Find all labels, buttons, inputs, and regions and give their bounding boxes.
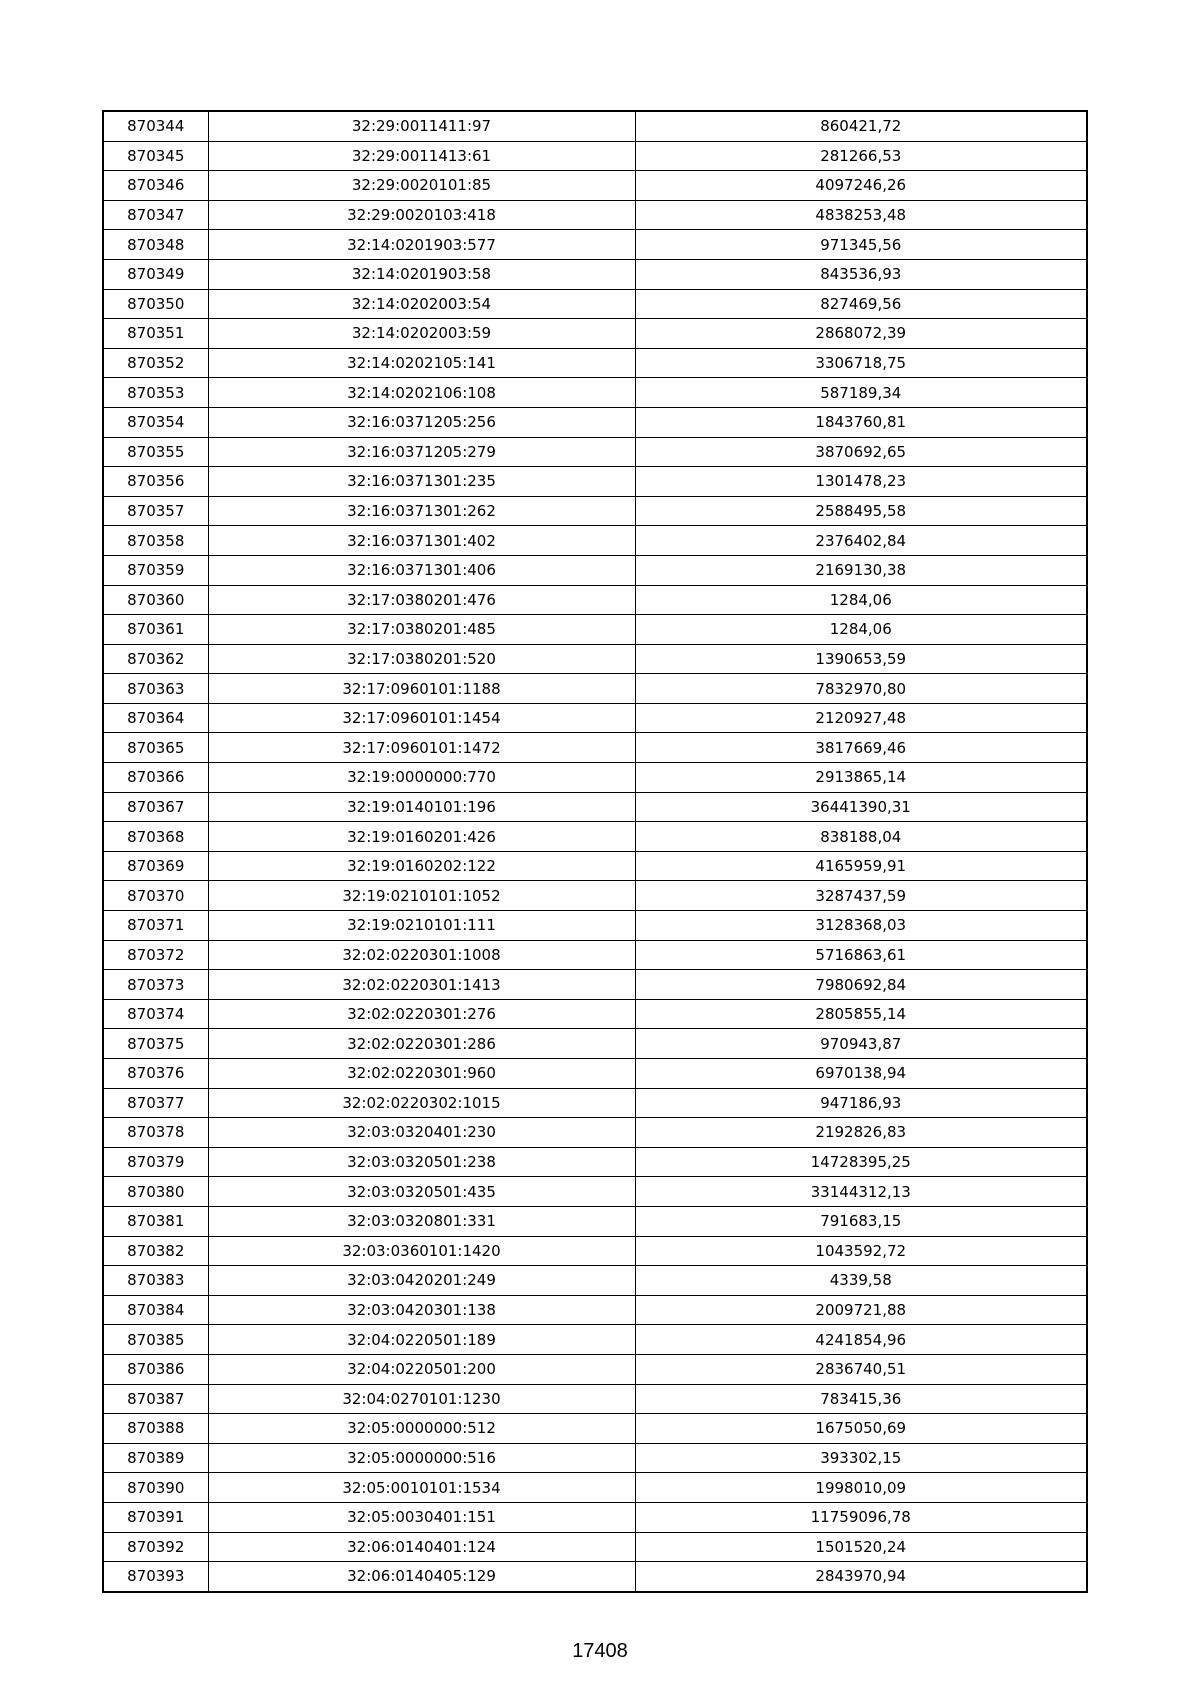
table-row	[103, 703, 1087, 733]
row-number-cell: 870392	[103, 1532, 208, 1562]
value-cell: 791683,15	[635, 1206, 1087, 1236]
table-row	[103, 319, 1087, 349]
row-number-cell: 870363	[103, 674, 208, 704]
row-number-cell: 870387	[103, 1384, 208, 1414]
row-number-cell: 870383	[103, 1266, 208, 1296]
value-cell: 3817669,46	[635, 733, 1087, 763]
table-row	[103, 526, 1087, 556]
value-cell: 2376402,84	[635, 526, 1087, 556]
row-number-cell: 870384	[103, 1295, 208, 1325]
value-cell: 838188,04	[635, 822, 1087, 852]
value-cell: 3306718,75	[635, 348, 1087, 378]
row-number-cell: 870360	[103, 585, 208, 615]
cadastral-number-cell: 32:16:0371301:402	[208, 526, 635, 556]
cadastral-number-cell: 32:05:0010101:1534	[208, 1473, 635, 1503]
cadastral-number-cell: 32:04:0220501:200	[208, 1354, 635, 1384]
row-number-cell: 870376	[103, 1059, 208, 1089]
table-row	[103, 851, 1087, 881]
row-number-cell: 870349	[103, 259, 208, 289]
table-row	[103, 467, 1087, 497]
table-row	[103, 1502, 1087, 1532]
table-row	[103, 378, 1087, 408]
cadastral-number-cell: 32:16:0371301:235	[208, 467, 635, 497]
value-cell: 6970138,94	[635, 1059, 1087, 1089]
value-cell: 1843760,81	[635, 407, 1087, 437]
value-cell: 1675050,69	[635, 1414, 1087, 1444]
table-row	[103, 792, 1087, 822]
cadastral-number-cell: 32:19:0210101:1052	[208, 881, 635, 911]
value-cell: 2913865,14	[635, 763, 1087, 793]
cadastral-number-cell: 32:14:0202003:59	[208, 319, 635, 349]
table-row	[103, 1059, 1087, 1089]
row-number-cell: 870373	[103, 970, 208, 1000]
table-row	[103, 1206, 1087, 1236]
value-cell: 4241854,96	[635, 1325, 1087, 1355]
value-cell: 827469,56	[635, 289, 1087, 319]
value-cell: 2836740,51	[635, 1354, 1087, 1384]
value-cell: 2868072,39	[635, 319, 1087, 349]
table-row	[103, 496, 1087, 526]
table-row	[103, 230, 1087, 260]
row-number-cell: 870380	[103, 1177, 208, 1207]
row-number-cell: 870358	[103, 526, 208, 556]
table-row	[103, 141, 1087, 171]
table-row	[103, 615, 1087, 645]
row-number-cell: 870386	[103, 1354, 208, 1384]
row-number-cell: 870372	[103, 940, 208, 970]
row-number-cell: 870390	[103, 1473, 208, 1503]
cadastral-number-cell: 32:03:0420301:138	[208, 1295, 635, 1325]
value-cell: 2169130,38	[635, 555, 1087, 585]
row-number-cell: 870385	[103, 1325, 208, 1355]
cadastral-number-cell: 32:17:0380201:476	[208, 585, 635, 615]
row-number-cell: 870370	[103, 881, 208, 911]
row-number-cell: 870359	[103, 555, 208, 585]
value-cell: 281266,53	[635, 141, 1087, 171]
value-cell: 3287437,59	[635, 881, 1087, 911]
table-row	[103, 585, 1087, 615]
value-cell: 4097246,26	[635, 171, 1087, 201]
table-row	[103, 881, 1087, 911]
value-cell: 33144312,13	[635, 1177, 1087, 1207]
row-number-cell: 870366	[103, 763, 208, 793]
value-cell: 1284,06	[635, 585, 1087, 615]
cadastral-number-cell: 32:17:0380201:520	[208, 644, 635, 674]
value-cell: 1998010,09	[635, 1473, 1087, 1503]
row-number-cell: 870371	[103, 911, 208, 941]
table-row	[103, 407, 1087, 437]
table-row	[103, 1147, 1087, 1177]
value-cell: 2588495,58	[635, 496, 1087, 526]
cadastral-number-cell: 32:16:0371205:256	[208, 407, 635, 437]
value-cell: 1390653,59	[635, 644, 1087, 674]
row-number-cell: 870389	[103, 1443, 208, 1473]
cadastral-number-cell: 32:14:0202105:141	[208, 348, 635, 378]
cadastral-number-cell: 32:17:0960101:1188	[208, 674, 635, 704]
row-number-cell: 870355	[103, 437, 208, 467]
row-number-cell: 870361	[103, 615, 208, 645]
table-row	[103, 171, 1087, 201]
table-row	[103, 348, 1087, 378]
row-number-cell: 870379	[103, 1147, 208, 1177]
value-cell: 7980692,84	[635, 970, 1087, 1000]
row-number-cell: 870352	[103, 348, 208, 378]
row-number-cell: 870388	[103, 1414, 208, 1444]
row-number-cell: 870365	[103, 733, 208, 763]
value-cell: 783415,36	[635, 1384, 1087, 1414]
row-number-cell: 870351	[103, 319, 208, 349]
table-row	[103, 289, 1087, 319]
cadastral-number-cell: 32:02:0220301:960	[208, 1059, 635, 1089]
row-number-cell: 870381	[103, 1206, 208, 1236]
row-number-cell: 870362	[103, 644, 208, 674]
row-number-cell: 870374	[103, 999, 208, 1029]
cadastral-number-cell: 32:03:0320401:230	[208, 1118, 635, 1148]
table-row	[103, 1029, 1087, 1059]
row-number-cell: 870391	[103, 1502, 208, 1532]
value-cell: 2009721,88	[635, 1295, 1087, 1325]
cadastral-number-cell: 32:05:0000000:512	[208, 1414, 635, 1444]
cadastral-number-cell: 32:14:0201903:58	[208, 259, 635, 289]
row-number-cell: 870346	[103, 171, 208, 201]
value-cell: 587189,34	[635, 378, 1087, 408]
cadastral-number-cell: 32:19:0160201:426	[208, 822, 635, 852]
cadastral-value-table	[102, 110, 1088, 1593]
table-row	[103, 1266, 1087, 1296]
cadastral-number-cell: 32:05:0000000:516	[208, 1443, 635, 1473]
row-number-cell: 870345	[103, 141, 208, 171]
value-cell: 1301478,23	[635, 467, 1087, 497]
value-cell: 7832970,80	[635, 674, 1087, 704]
cadastral-number-cell: 32:03:0360101:1420	[208, 1236, 635, 1266]
cadastral-number-cell: 32:29:0011411:97	[208, 111, 635, 141]
row-number-cell: 870382	[103, 1236, 208, 1266]
value-cell: 3128368,03	[635, 911, 1087, 941]
cadastral-number-cell: 32:04:0220501:189	[208, 1325, 635, 1355]
row-number-cell: 870344	[103, 111, 208, 141]
cadastral-number-cell: 32:19:0160202:122	[208, 851, 635, 881]
document-table-container	[102, 110, 1086, 1593]
row-number-cell: 870353	[103, 378, 208, 408]
value-cell: 4165959,91	[635, 851, 1087, 881]
cadastral-number-cell: 32:03:0320801:331	[208, 1206, 635, 1236]
row-number-cell: 870348	[103, 230, 208, 260]
cadastral-number-cell: 32:03:0320501:435	[208, 1177, 635, 1207]
cadastral-number-cell: 32:17:0380201:485	[208, 615, 635, 645]
cadastral-number-cell: 32:29:0020103:418	[208, 200, 635, 230]
table-row	[103, 763, 1087, 793]
cadastral-number-cell: 32:19:0210101:111	[208, 911, 635, 941]
table-row	[103, 1443, 1087, 1473]
row-number-cell: 870378	[103, 1118, 208, 1148]
row-number-cell: 870369	[103, 851, 208, 881]
value-cell: 14728395,25	[635, 1147, 1087, 1177]
table-row	[103, 999, 1087, 1029]
row-number-cell: 870367	[103, 792, 208, 822]
cadastral-number-cell: 32:14:0202106:108	[208, 378, 635, 408]
table-row	[103, 970, 1087, 1000]
table-row	[103, 1177, 1087, 1207]
table-row	[103, 1088, 1087, 1118]
value-cell: 5716863,61	[635, 940, 1087, 970]
page-number: 17408	[572, 1640, 628, 1662]
cadastral-number-cell: 32:03:0320501:238	[208, 1147, 635, 1177]
value-cell: 2192826,83	[635, 1118, 1087, 1148]
cadastral-number-cell: 32:14:0202003:54	[208, 289, 635, 319]
value-cell: 843536,93	[635, 259, 1087, 289]
value-cell: 1501520,24	[635, 1532, 1087, 1562]
cadastral-number-cell: 32:16:0371301:262	[208, 496, 635, 526]
row-number-cell: 870393	[103, 1562, 208, 1592]
table-row	[103, 111, 1087, 141]
table-row	[103, 1532, 1087, 1562]
cadastral-number-cell: 32:29:0011413:61	[208, 141, 635, 171]
row-number-cell: 870364	[103, 703, 208, 733]
table-row	[103, 1414, 1087, 1444]
table-row	[103, 1562, 1087, 1592]
cadastral-number-cell: 32:17:0960101:1454	[208, 703, 635, 733]
row-number-cell: 870357	[103, 496, 208, 526]
table-row	[103, 1295, 1087, 1325]
table-row	[103, 644, 1087, 674]
value-cell: 393302,15	[635, 1443, 1087, 1473]
cadastral-number-cell: 32:19:0140101:196	[208, 792, 635, 822]
cadastral-number-cell: 32:14:0201903:577	[208, 230, 635, 260]
table-row	[103, 259, 1087, 289]
table-body	[103, 111, 1087, 1592]
cadastral-number-cell: 32:03:0420201:249	[208, 1266, 635, 1296]
table-row	[103, 200, 1087, 230]
cadastral-number-cell: 32:16:0371301:406	[208, 555, 635, 585]
row-number-cell: 870375	[103, 1029, 208, 1059]
cadastral-number-cell: 32:05:0030401:151	[208, 1502, 635, 1532]
cadastral-number-cell: 32:04:0270101:1230	[208, 1384, 635, 1414]
value-cell: 11759096,78	[635, 1502, 1087, 1532]
table-row	[103, 1384, 1087, 1414]
table-row	[103, 555, 1087, 585]
value-cell: 970943,87	[635, 1029, 1087, 1059]
table-row	[103, 1354, 1087, 1384]
table-row	[103, 1325, 1087, 1355]
cadastral-number-cell: 32:02:0220301:1413	[208, 970, 635, 1000]
table-row	[103, 940, 1087, 970]
value-cell: 2120927,48	[635, 703, 1087, 733]
table-row	[103, 1236, 1087, 1266]
cadastral-number-cell: 32:02:0220301:276	[208, 999, 635, 1029]
table-row	[103, 1118, 1087, 1148]
cadastral-number-cell: 32:29:0020101:85	[208, 171, 635, 201]
table-row	[103, 822, 1087, 852]
table-row	[103, 911, 1087, 941]
value-cell: 971345,56	[635, 230, 1087, 260]
row-number-cell: 870368	[103, 822, 208, 852]
row-number-cell: 870354	[103, 407, 208, 437]
table-row	[103, 1473, 1087, 1503]
value-cell: 3870692,65	[635, 437, 1087, 467]
table-row	[103, 733, 1087, 763]
cadastral-number-cell: 32:02:0220301:1008	[208, 940, 635, 970]
row-number-cell: 870347	[103, 200, 208, 230]
row-number-cell: 870350	[103, 289, 208, 319]
cadastral-number-cell: 32:16:0371205:279	[208, 437, 635, 467]
value-cell: 947186,93	[635, 1088, 1087, 1118]
row-number-cell: 870377	[103, 1088, 208, 1118]
table-row	[103, 437, 1087, 467]
value-cell: 1043592,72	[635, 1236, 1087, 1266]
value-cell: 2805855,14	[635, 999, 1087, 1029]
value-cell: 1284,06	[635, 615, 1087, 645]
cadastral-number-cell: 32:06:0140405:129	[208, 1562, 635, 1592]
cadastral-number-cell: 32:19:0000000:770	[208, 763, 635, 793]
cadastral-number-cell: 32:17:0960101:1472	[208, 733, 635, 763]
value-cell: 4339,58	[635, 1266, 1087, 1296]
table-row	[103, 674, 1087, 704]
value-cell: 4838253,48	[635, 200, 1087, 230]
value-cell: 860421,72	[635, 111, 1087, 141]
value-cell: 2843970,94	[635, 1562, 1087, 1592]
value-cell: 36441390,31	[635, 792, 1087, 822]
cadastral-number-cell: 32:02:0220302:1015	[208, 1088, 635, 1118]
cadastral-number-cell: 32:02:0220301:286	[208, 1029, 635, 1059]
row-number-cell: 870356	[103, 467, 208, 497]
cadastral-number-cell: 32:06:0140401:124	[208, 1532, 635, 1562]
